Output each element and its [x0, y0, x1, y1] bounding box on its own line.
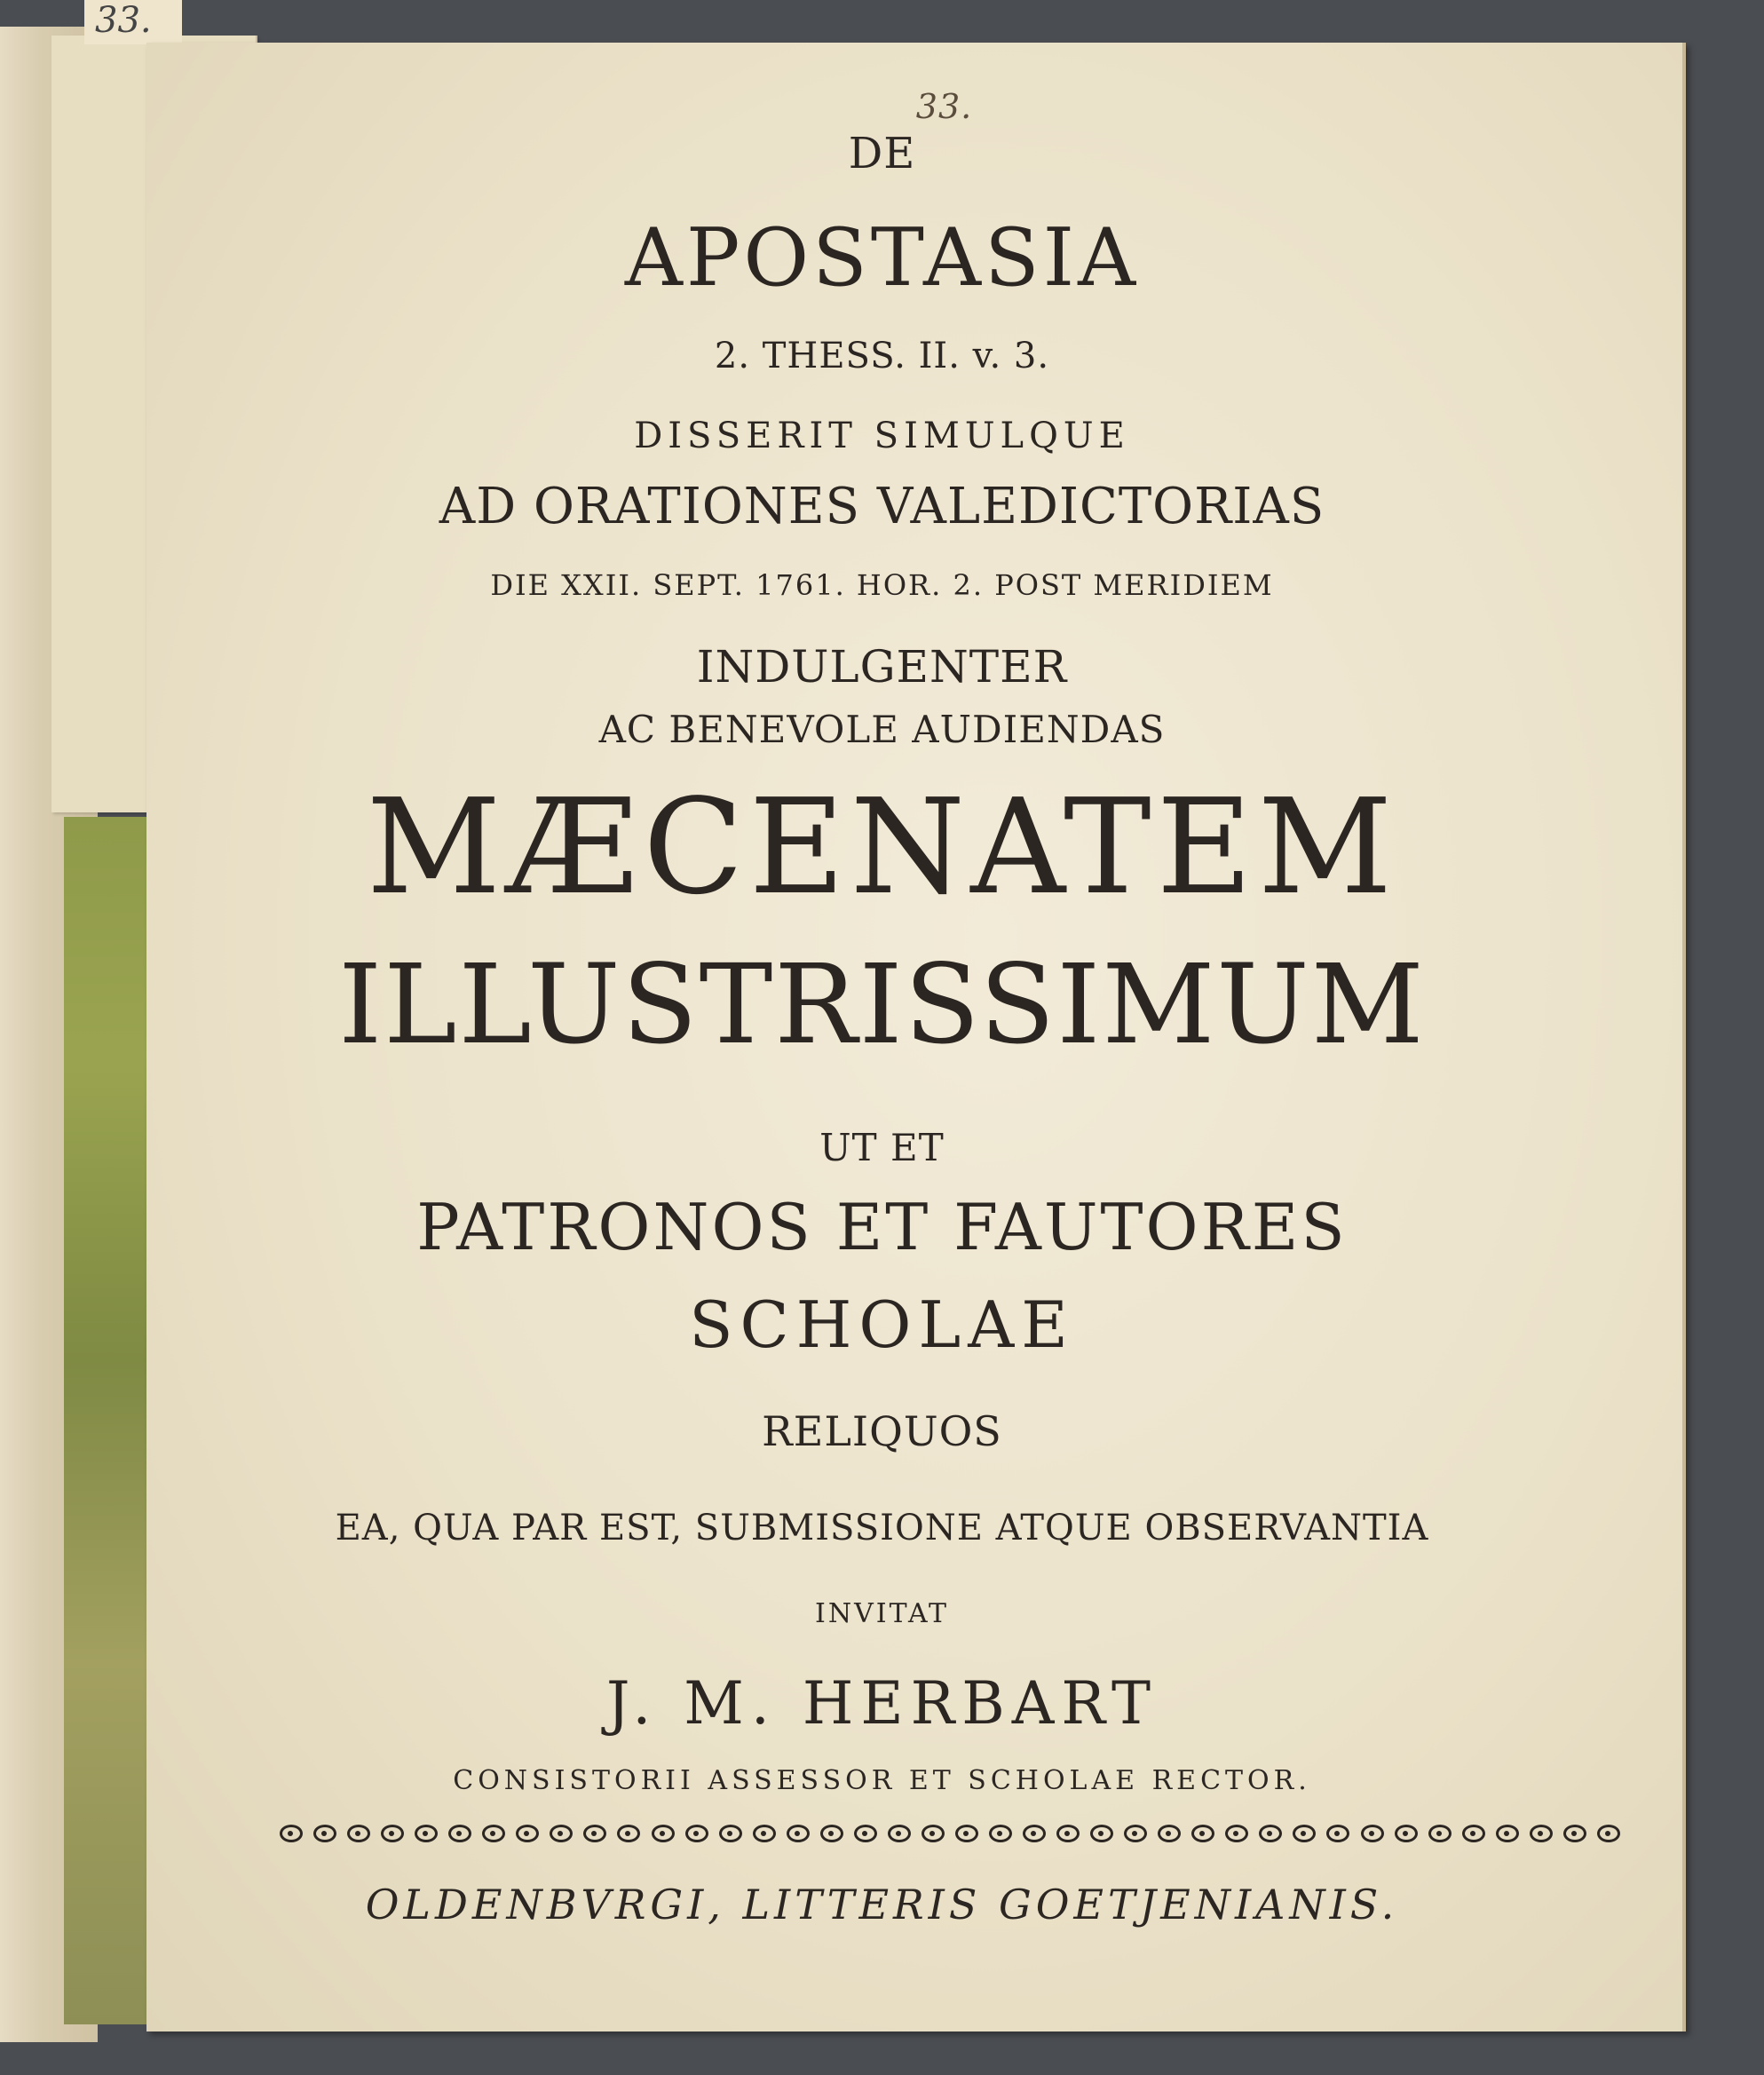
benevole-line: AC BENEVOLE AUDIENDAS [598, 708, 1166, 751]
scripture-reference: 2. THESS. II. v. 3. [714, 336, 1050, 376]
ad-orationes-line: AD ORATIONES VALEDICTORIAS [439, 478, 1325, 535]
maecenatem-line: MÆCENATEM [366, 771, 1398, 923]
ornamental-rule [280, 1818, 1620, 1849]
title-de: DE [848, 129, 916, 178]
disserit-line: DISSERIT SIMULQUE [634, 416, 1130, 456]
invitat-line: INVITAT [814, 1598, 950, 1629]
title-apostasia: APOSTASIA [624, 211, 1140, 305]
ea-qua-line: EA, QUA PAR EST, SUBMISSIONE ATQUE OBSERVANTIA [335, 1508, 1429, 1548]
author-title: CONSISTORII ASSESSOR ET SCHOLAE RECTOR. [453, 1765, 1311, 1796]
illustrissimum-line: ILLUSTRISSIMUM [338, 941, 1426, 1069]
patronos-line: PATRONOS ET FAUTORES [416, 1190, 1348, 1264]
indulgenter-line: INDULGENTER [696, 641, 1068, 693]
page-number: 33. [915, 87, 973, 126]
author-name: J. M. HERBART [606, 1669, 1158, 1738]
scholae-line: SCHOLAE [689, 1287, 1075, 1362]
reliquos-line: RELIQUOS [762, 1407, 1002, 1455]
folio-tab-number: 33. [84, 0, 182, 44]
date-line: DIE XXII. SEPT. 1761. HOR. 2. POST MERIDIEM [490, 568, 1274, 602]
ut-et-line: UT ET [819, 1126, 945, 1169]
imprint-line: OLDENBVRGI, LITTERIS GOETJENIANIS. [365, 1881, 1399, 1928]
